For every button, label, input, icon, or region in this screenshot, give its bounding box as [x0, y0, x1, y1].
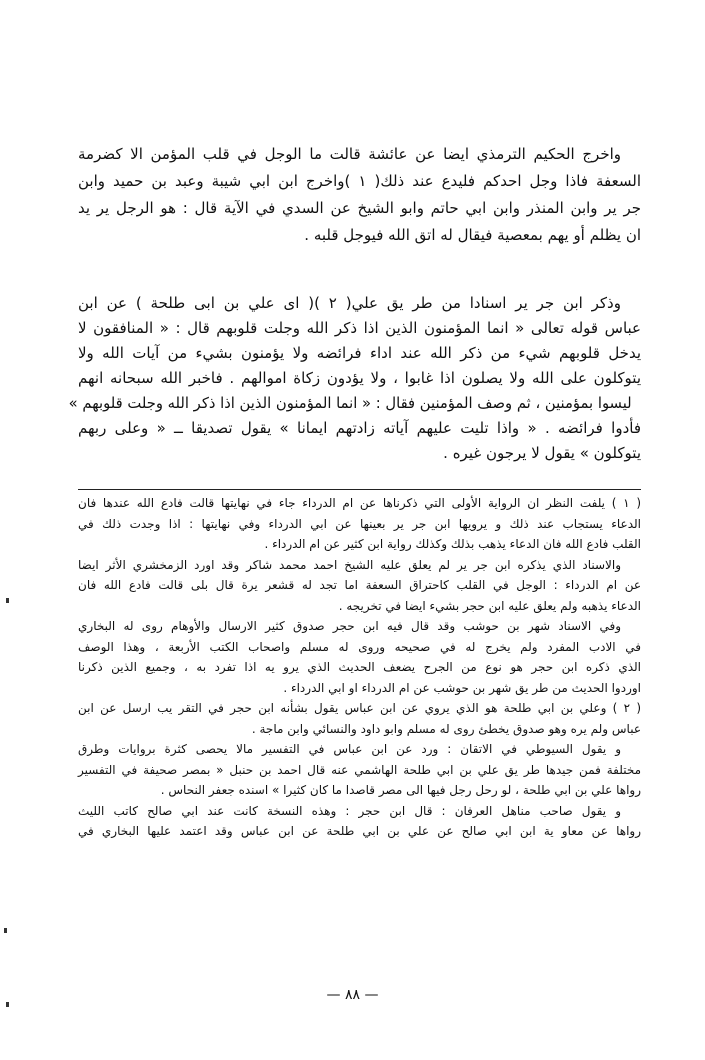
footnote-line: اوردوا الحديث من طر يق شهر بن حوشب عن ام الدرداء او ابي الدرداء .: [283, 680, 641, 695]
footnote-line: القلب فادع الله فان الدعاء يذهب بذلك وكذلك رواية ابن كثير عن ام الدرداء .: [264, 537, 641, 551]
main-paragraph-2: [68, 291, 641, 466]
text-line: يتوكلون على الله ولا يصلون اذا غابوا ، ولا يؤدون زكاة اموالهم . فاخبر الله سبحانه انهم: [78, 369, 641, 387]
footnote-line: الدعاء يستجاب عند ذلك و يرويها ابن جر ير بعينها عن ابي الدرداء وفي نهايتها : اذا وجدت ذلك في: [78, 516, 641, 531]
footnote-line: و يقول السيوطي في الاتقان : ورد عن ابن عباس في التفسير مالا يحصى كثرة بروايات وطرق: [78, 742, 621, 756]
footnote-line: في الادب المفرد ولم يخرج له في صحيحه وروى له مسلم واصحاب الكتب الأربعة ، وهذا الوصف: [78, 639, 641, 654]
text-line: وذكر ابن جر ير اسنادا من طر يق علي( ٢ )( اى علي بن ابى طلحة ) عن ابن: [78, 294, 621, 312]
footnote-separator: [78, 489, 641, 490]
footnote-line: ( ٢ ) وعلي بن ابي طلحة هو الذي يروي عن ابن عباس يقول بشأنه ابن حجر في التقر يب ارسل عن ابن: [78, 701, 641, 715]
page-number: — ٨٨ —: [326, 987, 379, 1003]
text-line: يتوكلون » يقول لا يرجون غيره .: [443, 444, 641, 462]
scan-speck: [6, 1002, 9, 1007]
footnotes: [78, 493, 641, 842]
footnote-line: عباس ولم يره وهو صدوق يخطئ روى له مسلم وابو داود والنسائي وابن ماجة .: [251, 721, 641, 736]
footnote-line: والاسناد الذي يذكره ابن جر ير لم يعلق عليه الشيخ احمد محمد شاكر وقد اورد الزمخشري الأثر ايضا: [78, 557, 621, 572]
footnote-line: عن ام الدرداء : الوجل في القلب كاحتراق السعفة اما تجد له قشعر يرة قال بلى قالت فادع الله فان: [78, 578, 641, 592]
scan-speck: [6, 598, 9, 603]
footnote-line: الدعاء يذهبه ولم يعلق عليه ابن حجر بشيء ايضا في تخريجه .: [338, 598, 641, 613]
footnote-line: مختلفة فمن جيدها طر يق علي بن ابي طلحة الهاشمي عنه قال احمد بن حنبل « بمصر صحيفة في التفسير: [78, 762, 641, 777]
text-line: السعفة فاذا وجل احدكم فليدع عند ذلك( ١ )واخرج ابن ابي شيبة وعبد بن حميد وابن: [78, 172, 641, 190]
text-line: واخرج الحكيم الترمذي ايضا عن عائشة قالت ما الوجل في قلب المؤمن الا كضرمة: [78, 145, 621, 163]
text-line: ليسوا بمؤمنين ، ثم وصف المؤمنين فقال : « انما المؤمنون الذين اذا ذكر الله وجلت قلوبهم »: [68, 394, 632, 412]
footnote-line: ( ١ ) يلفت النظر ان الرواية الأولى التي ذكرناها عن ام الدرداء جاء في نهايتها قالت فادع الله عندها فان: [78, 496, 641, 510]
text-line: فأدوا فرائضه . « واذا تليت عليهم آياته زادتهم ايمانا » يقول تصديقا ــ « وعلى ربهم: [78, 419, 641, 437]
text-line: جر ير وابن المنذر وابن ابي حاتم وابو الشيخ عن السدي في الآية قال : هو الرجل ير يد: [78, 199, 641, 217]
main-paragraph-1: [78, 141, 641, 249]
text-line: ان يظلم أو يهم بمعصية فيقال له اتق الله فيوجل قلبه .: [304, 226, 641, 244]
footnote-line: رواها علي بن ابي طلحة ، لو رحل رجل فيها الى مصر قاصدا ما كان كثيرا » اسنده جعفر النحاس .: [160, 783, 641, 797]
footnote-line: و يقول صاحب مناهل العرفان : قال ابن حجر : وهذه النسخة كانت عند ابي صالح كاتب الليث: [78, 803, 621, 818]
text-line: عباس قوله تعالى « انما المؤمنون الذين اذا ذكر الله وجلت قلوبهم قال : « المنافقون لا: [78, 319, 641, 337]
footnote-line: رواها عن معاو ية ابن ابي صالح عن علي بن ابي طلحة عن ابن عباس وقد اعتمد عليها البخاري في: [78, 824, 641, 838]
footnote-line: الذي ذكره ابن حجر هو نوع من الجرح يضعف الحديث الذي يرو يه اذا تفرد به ، وجميع الذين ذكرنا: [78, 660, 641, 674]
scan-speck: [4, 928, 7, 933]
footnote-line: وفي الاسناد شهر بن حوشب وقد قال فيه ابن حجر صدوق كثير الارسال والأوهام روى له البخاري: [78, 619, 621, 633]
text-line: يدخل قلوبهم شيء من ذكر الله عند اداء فرائضه ولا يؤمنون بشيء من آيات الله ولا: [78, 344, 641, 362]
